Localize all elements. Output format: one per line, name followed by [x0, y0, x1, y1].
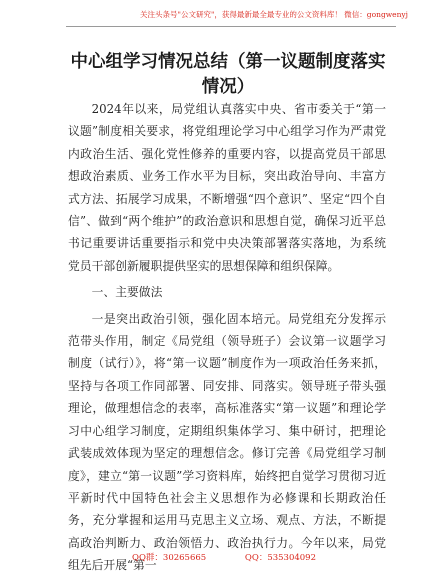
footer-qq-group: QQ群：30265665 [131, 553, 207, 563]
intro-paragraph: 2024年以来，局党组认真落实中央、省市委关于“第一议题”制度相关要求，将党组理论学习中心组学习作为严肃党内政治生活、强化党性修养的重要内容，以提高党员干部思想政治素质、业务工作水平为目标，突出政治导向、丰富方式方法、拓展学习成果，不断增强“四个意识”、坚定“四个自信”、做到“两个维护”的政治意识和思想自觉，确保习近平总书记重要讲话重要指示和党中央决策部署落实落地，为系统党员干部创新履职提供坚实的思想保障和组织保障。 [68, 102, 386, 273]
header-divider [66, 26, 396, 27]
section-heading: 一、主要做法 [91, 285, 163, 300]
header-note: 关注头条号"公文研究"，获得最新最全最专业的公文资料库！ 微信：gongwenyj [140, 10, 408, 19]
document-body [68, 98, 386, 577]
section-paragraph: 一是突出政治引领，强化固本培元。局党组充分发挥示范带头作用，制定《局党组（领导班子）会议第一议题学习制度（试行）》，将“第一议题”制度作为一项政治任务来抓，坚持与各项工作同部署、同安排、同落实。领导班子带头强理论，做理想信念的表率，高标准落实“第一议题”和理论学习中心组学习制度，定期组织集体学习、集中研讨，把理论武装成效体现为坚定的理想信念。修订完善《局党组学习制度》，建立“第一议题”学习资料库，始终把自觉学习贯彻习近平新时代中国特色社会主义思想作为必修课和长期政治任务，充分掌握和运用马克思主义立场、观点、方法，不断提高政治判断力、政治领悟力、政治执行力。今年以来，局党组先后开展“第一 [68, 311, 386, 573]
footer-qq: QQ：535304092 [244, 553, 316, 563]
footer [0, 552, 448, 564]
document-title: 中心组学习情况总结（第一议题制度落实情况） [70, 52, 386, 97]
